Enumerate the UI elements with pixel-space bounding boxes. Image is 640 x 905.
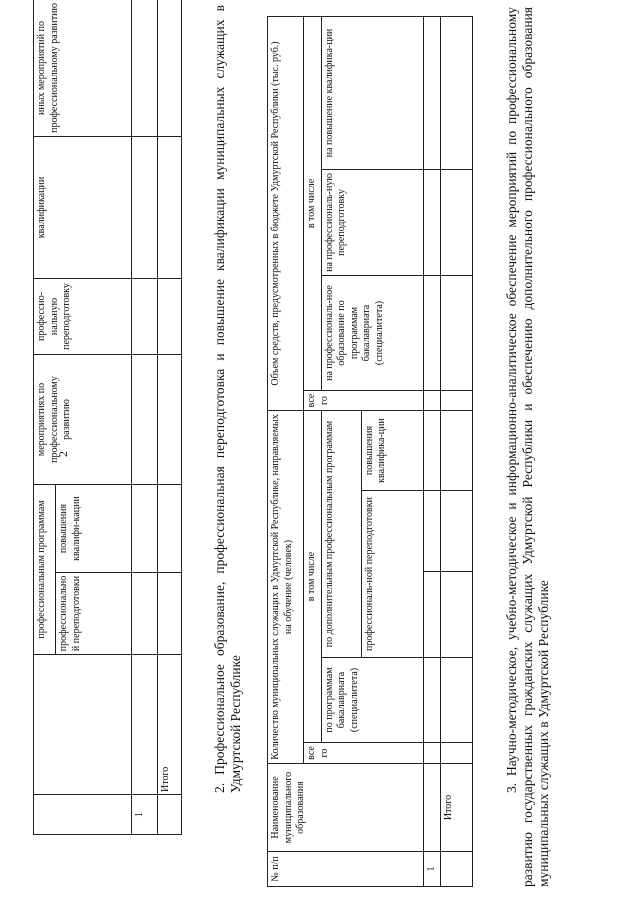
header-cell: повышения квалифика-ции bbox=[361, 411, 423, 491]
table-cell bbox=[423, 276, 441, 391]
header-cell: Объем средств, предусмотренных в бюджете Удмуртской Республики (тыс. руб.) bbox=[268, 16, 304, 410]
table-cell bbox=[423, 170, 441, 276]
header-cell: иных мероприятий по профессиональному развитию bbox=[34, 0, 132, 136]
table-cell bbox=[423, 572, 441, 658]
total-label: Итого bbox=[441, 764, 473, 852]
table-cell bbox=[423, 411, 441, 491]
table-cell bbox=[441, 852, 473, 887]
events-table bbox=[33, 0, 182, 835]
table-cell bbox=[441, 16, 473, 169]
header-cell: профессио-нальную переподготовку bbox=[34, 278, 132, 354]
table-cell bbox=[158, 0, 182, 136]
table-cell bbox=[132, 573, 158, 655]
table-cell bbox=[441, 411, 473, 491]
header-cell: № п/п bbox=[268, 852, 424, 887]
table-cell bbox=[132, 136, 158, 278]
table-cell bbox=[423, 658, 441, 743]
table-cell bbox=[158, 354, 182, 484]
header-cell bbox=[34, 655, 132, 795]
total-label: Итого bbox=[158, 655, 182, 795]
header-cell: Наименование муниципального образования bbox=[268, 764, 424, 852]
table-cell bbox=[158, 136, 182, 278]
table-cell bbox=[158, 795, 182, 835]
table-cell bbox=[423, 391, 441, 411]
table-cell bbox=[441, 572, 473, 658]
table-cell bbox=[132, 278, 158, 354]
header-cell: всего bbox=[304, 743, 424, 764]
table-cell bbox=[441, 170, 473, 276]
table-cell bbox=[423, 743, 441, 764]
header-cell: повышения квалифи-кации bbox=[56, 484, 132, 572]
header-cell: в том числе bbox=[304, 16, 322, 390]
header-cell: Количество муниципальных служащих в Удмуртской Республике, направляемых на обучение (человек) bbox=[268, 411, 304, 764]
table-cell bbox=[441, 743, 473, 764]
row-number: 1 bbox=[132, 795, 158, 835]
table-cell bbox=[132, 0, 158, 136]
section-2-line: муниципальных служащих в Удмуртской Республике bbox=[212, 5, 243, 793]
header-cell: в том числе bbox=[304, 411, 322, 743]
header-cell: профессиональ-ной переподготовки bbox=[361, 491, 423, 658]
header-cell: всего bbox=[304, 391, 424, 411]
table-cell bbox=[423, 16, 441, 169]
page-number: 2 bbox=[56, 451, 70, 457]
header-cell: профессиональной переподготовки bbox=[56, 573, 132, 655]
header-cell: квалификации bbox=[34, 136, 132, 278]
table-cell bbox=[132, 655, 158, 795]
header-cell: мероприятиях по профессиональному развитию bbox=[34, 354, 132, 484]
header-cell: по программам бакалавриата (специалитета) bbox=[321, 658, 423, 743]
table-cell bbox=[441, 391, 473, 411]
table-cell bbox=[132, 484, 158, 572]
section-3-heading bbox=[504, 7, 552, 887]
table-cell bbox=[158, 278, 182, 354]
section-3-line: профессиональному развитию государственных гражданских служащих Удмуртской Республики и обеспечению bbox=[504, 7, 535, 887]
table-cell bbox=[132, 354, 158, 484]
header-cell: по дополнительным профессиональным программам bbox=[321, 411, 361, 658]
table-cell bbox=[423, 764, 441, 852]
header-cell bbox=[34, 795, 132, 835]
table-cell bbox=[441, 276, 473, 391]
header-cell: на профессиональ-ную переподготовку bbox=[321, 170, 423, 276]
section-3-line: 3. Научно-методическое, учебно-методическое и информационно-аналитическое обеспечение мероприятий по bbox=[504, 130, 519, 793]
header-cell: профессиональным программам bbox=[34, 484, 56, 654]
table-cell bbox=[423, 491, 441, 572]
header-cell: на повышение квалифика-ции bbox=[321, 16, 423, 169]
training-table bbox=[267, 16, 473, 887]
table-cell bbox=[158, 484, 182, 572]
section-2-heading bbox=[212, 5, 244, 793]
table-cell bbox=[158, 573, 182, 655]
section-2-line: 2. Профессиональное образование, профессиональная переподготовка и повышение квалификации bbox=[212, 188, 227, 793]
section-3-line: дополнительного профессионального образования муниципальных служащих в Удмуртской Республике bbox=[520, 6, 551, 887]
row-number: 1 bbox=[423, 852, 441, 887]
header-cell: на профессиональ-ное образование по программам бакалавриата (специалитета) bbox=[321, 276, 423, 391]
table-cell bbox=[441, 491, 473, 572]
table-cell bbox=[441, 658, 473, 743]
